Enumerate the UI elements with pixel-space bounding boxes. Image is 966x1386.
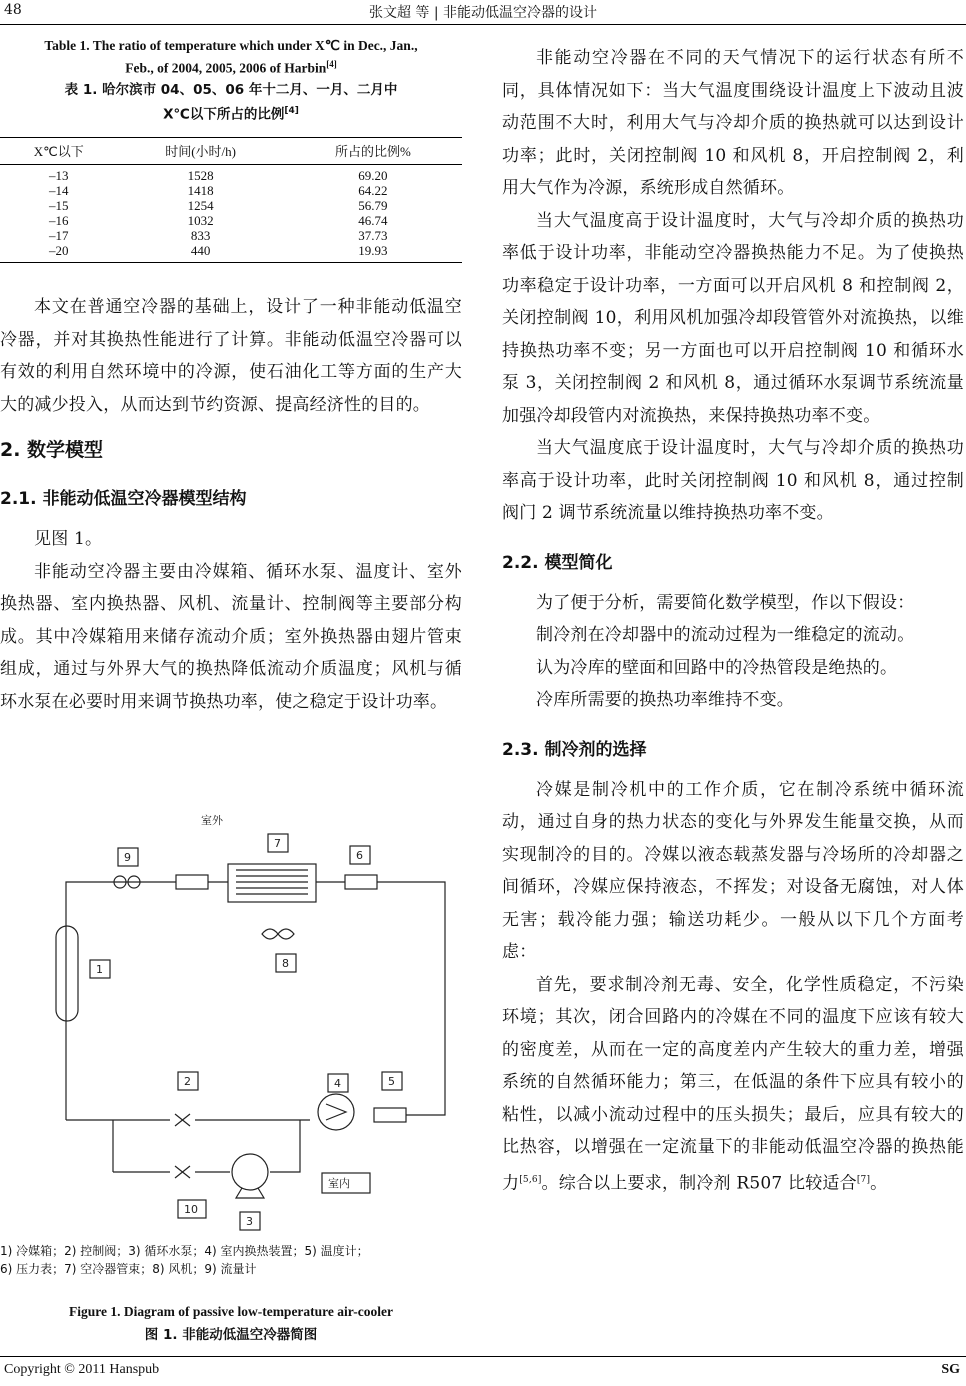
num-1: 1 xyxy=(96,963,103,976)
table-header: X℃以下 xyxy=(0,138,117,165)
figure-caption-zh: 图 1. 非能动低温空冷器简图 xyxy=(144,1327,318,1343)
table-cell: –20 xyxy=(0,243,117,263)
table-cell: –14 xyxy=(48,183,69,198)
section-heading-2-1: 2.1. 非能动低温空冷器模型结构 xyxy=(0,489,247,509)
refrigerant-paragraph: 冷媒是制冷机中的工作介质，它在制冷系统中循环流动，通过自身的热力状态的变化与外界发生能量交换，从而实现制冷的目的。冷媒以液态载蒸发器与冷场所的冷却器之间循环，冷媒应保持液态，不挥发；对设备无腐蚀，对人体无害；载冷能力强；输送功耗少。一般从以下几个方面考虑： xyxy=(502,779,964,962)
copyright: Copyright © 2011 Hanspub xyxy=(4,1362,160,1377)
table-cell: 833 xyxy=(190,228,211,243)
paragraph-operation: 非能动空冷器在不同的天气情况下的运行状态有所不同，具体情况如下：当大气温度围绕设计温度上下波动且波动范围不大时，利用大气与冷却介质的换热就可以达到设计功率；此时，关闭控制阀 10 和风机 8，开启控制阀 2，利用大气作为冷源，系统形成自然循环。 xyxy=(502,48,964,198)
running-title: 张文超 等 | 非能动低温空冷器的设计 xyxy=(368,5,598,21)
req-text-mid: 。综合以上要求，制冷剂 R507 比较适合 xyxy=(541,1173,857,1194)
table-caption-en-line2: Feb., of 2004, 2005, 2006 of Harbin xyxy=(125,60,327,76)
table-cell: –16 xyxy=(48,213,69,228)
table-row xyxy=(0,228,462,243)
assumption-2: 认为冷库的壁面和回路中的冷热管段是绝热的。 xyxy=(536,657,898,678)
table-caption-ref: [4] xyxy=(326,59,337,69)
table-cell: 440 xyxy=(117,243,283,263)
thermometer-box xyxy=(374,1108,406,1122)
num-3: 3 xyxy=(246,1215,253,1228)
ref-5-6: [5,6] xyxy=(519,1174,542,1185)
table-cell: –13 xyxy=(48,168,69,183)
table-caption-zh-line1: 表 1. 哈尔滨市 04、05、06 年十二月、一月、二月中 xyxy=(64,81,398,98)
section-heading-2-3: 2.3. 制冷剂的选择 xyxy=(502,739,647,760)
branch-lower xyxy=(113,1120,300,1172)
pressure-gauge-box xyxy=(345,875,377,889)
structure-paragraph: 非能动空冷器主要由冷媒箱、循环水泵、温度计、室外换热器、室内换热器、风机、流量计、控制阀等主要部分构成。其中冷媒箱用来储存流动介质；室外换热器由翅片管束组成，通过与外界大气的换热降低流动介质温度；风机与循环水泵在必要时用来调节换热功率，使之稳定于设计功率。 xyxy=(0,561,462,712)
page-number: 48 xyxy=(4,2,22,18)
table-row xyxy=(0,165,462,184)
legend-line2: 6) 压力表；7) 空冷器管束；8) 风机；9) 流量计 xyxy=(0,1262,257,1276)
num-8: 8 xyxy=(282,957,289,970)
req-text: 首先，要求制冷剂无毒、安全，化学性质稳定，不污染环境；其次，闭合回路内的冷媒在不同的温度下应该有较大的密度差，从而在一定的高度差内产生较大的重力差，增强系统的自然循环能力；第三，在低温的条件下应具有较小的粘性，以减小流动过程中的压头损失；最后，应具有较大的比热容，以增强在一定流量下的非能动低温空冷器的换热能力 xyxy=(502,974,964,1194)
intro-paragraph: 本文在普通空冷器的基础上，设计了一种非能动低温空冷器，并对其换热性能进行了计算。非能动低温空冷器可以有效的利用自然环境中的冷源，使石油化工等方面的生产大大的减少投入，从而达到节约资源、提高经济性的目的。 xyxy=(0,297,462,415)
figure-legend xyxy=(0,1242,462,1278)
num-4: 4 xyxy=(334,1077,341,1090)
sensor-box-left xyxy=(176,875,208,889)
refrigerant-requirements xyxy=(502,969,964,1200)
page-header xyxy=(0,0,966,24)
header-rule xyxy=(0,24,966,25)
valve-2-shape xyxy=(175,1114,190,1126)
right-column xyxy=(502,42,964,1200)
ref-7: [7] xyxy=(856,1174,871,1185)
table-caption-zh-ref: [4] xyxy=(284,105,299,116)
table-row xyxy=(0,198,462,213)
table-cell: –15 xyxy=(48,198,69,213)
assumption-intro: 为了便于分析，需要简化数学模型，作以下假设： xyxy=(536,592,915,613)
paragraph-high-temp: 当大气温度高于设计温度时，大气与冷却介质的换热功率低于设计功率，非能动空冷器换热能力不足。为了使换热功率稳定于设计功率，一方面可以开启风机 8 和控制阀 2，关闭控制阀 10，利用风机加强冷却段管管外对流换热，以维持换热功率不变；另一方面也可以开启控制阀 10 和循环水泵 3，关闭控制阀 2 和风机 8，通过循环水泵调节系统流量加强冷却段管内对流换热，来保持换热功率不变。 xyxy=(502,210,964,426)
assumption-1: 制冷剂在冷却器中的流动过程为一维稳定的流动。 xyxy=(536,625,915,645)
table-row xyxy=(0,213,462,228)
num-2: 2 xyxy=(184,1075,191,1088)
table-row xyxy=(0,243,462,263)
num-7: 7 xyxy=(274,837,281,850)
data-table xyxy=(0,137,462,263)
legend-line1: 1) 冷媒箱；2) 控制阀；3) 循环水泵；4) 室内换热装置；5) 温度计； xyxy=(0,1244,369,1258)
table-cell: 56.79 xyxy=(358,198,388,213)
num-10: 10 xyxy=(184,1203,198,1216)
label-indoor: 室内 xyxy=(328,1177,350,1190)
indoor-exchanger-arrow xyxy=(326,1104,346,1120)
req-text-end: 。 xyxy=(870,1173,888,1194)
section-heading-2-2: 2.2. 模型简化 xyxy=(502,552,613,573)
label-outdoor: 室外 xyxy=(201,814,223,827)
pump-shape xyxy=(232,1154,268,1190)
footer-rule xyxy=(0,1356,966,1357)
table-cell: 37.73 xyxy=(358,228,388,243)
figure-1 xyxy=(0,746,462,1228)
table-caption-zh-line2: X℃以下所占的比例 xyxy=(163,106,285,122)
assumption-3: 冷库所需要的换热功率维持不变。 xyxy=(536,690,794,710)
table-cell: 19.93 xyxy=(284,243,462,263)
table-caption-en xyxy=(0,36,462,78)
figure-caption-en: Figure 1. Diagram of passive low-temperature air-cooler xyxy=(68,1304,394,1319)
num-9: 9 xyxy=(124,851,131,864)
table-cell: 64.22 xyxy=(358,183,388,198)
table-cell: 1418 xyxy=(187,183,214,198)
table-header: 时间(小时/h) xyxy=(117,138,283,165)
see-figure-text: 见图 1。 xyxy=(34,529,103,549)
tank-shape xyxy=(56,926,78,1021)
section-heading-2: 2. 数学模型 xyxy=(0,439,104,461)
journal-abbrev: SG xyxy=(941,1362,960,1377)
system-diagram xyxy=(0,746,462,1228)
left-column xyxy=(0,36,462,1343)
table-cell: 1254 xyxy=(187,198,214,213)
table-cell: –17 xyxy=(48,228,69,243)
num-5: 5 xyxy=(388,1075,395,1088)
table-header: 所占的比例% xyxy=(284,138,462,165)
valve-10-shape xyxy=(175,1166,190,1178)
num-6: 6 xyxy=(356,849,363,862)
table-caption-en-line1: Table 1. The ratio of temperature which under X℃ in Dec., Jan., xyxy=(44,38,418,53)
table-cell: 46.74 xyxy=(358,213,388,228)
table-caption-zh xyxy=(0,80,462,126)
table-cell: 69.20 xyxy=(358,168,388,183)
indoor-exchanger-shape xyxy=(318,1094,354,1130)
table-row xyxy=(0,183,462,198)
fan-shape xyxy=(262,929,294,939)
paragraph-low-temp: 当大气温度底于设计温度时，大气与冷却介质的换热功率高于设计功率，此时关闭控制阀 10 和风机 8，通过控制阀门 2 调节系统流量以维持换热功率不变。 xyxy=(502,438,964,523)
table-cell: 1032 xyxy=(187,213,214,228)
table-cell: 1528 xyxy=(187,168,214,183)
